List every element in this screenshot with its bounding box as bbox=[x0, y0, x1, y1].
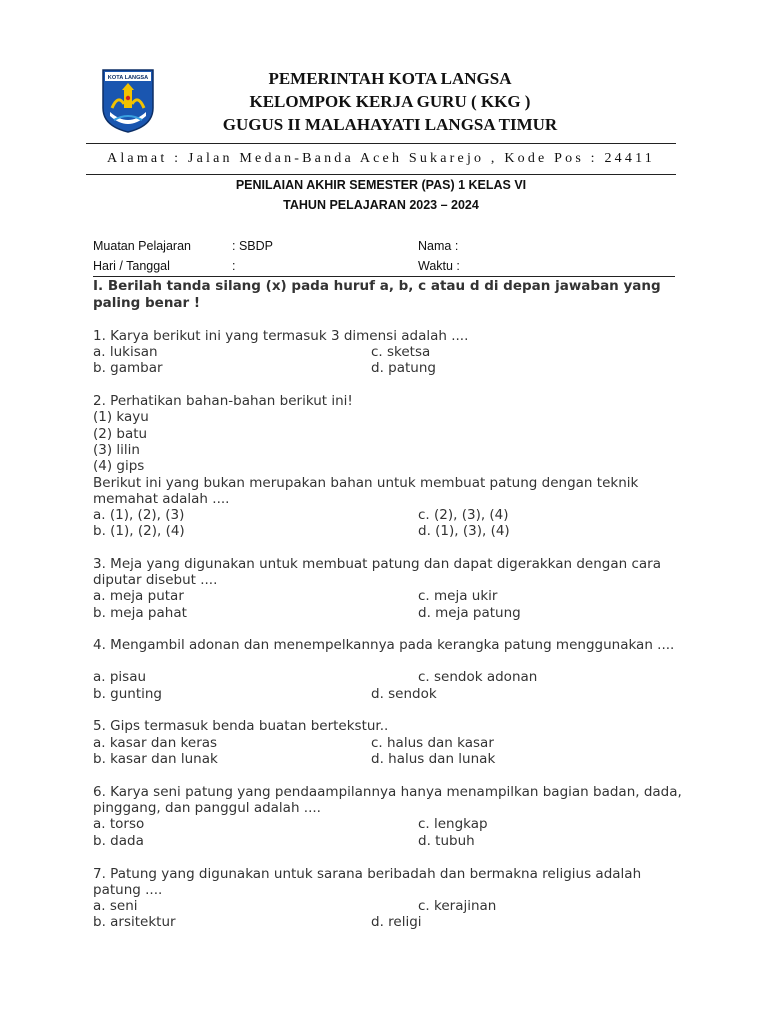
q3-option-b: b. meja pahat bbox=[93, 605, 187, 621]
time-label: Waktu : bbox=[418, 259, 460, 273]
q2-item-3: (3) lilin bbox=[93, 442, 140, 458]
q7-option-d: d. religi bbox=[371, 914, 422, 930]
q2-option-c: c. (2), (3), (4) bbox=[418, 507, 509, 523]
q1-option-a: a. lukisan bbox=[93, 344, 158, 360]
info-rule bbox=[93, 276, 675, 277]
logo-text: KOTA LANGSA bbox=[107, 75, 149, 81]
question-5: 5. Gips termasuk benda buatan bertekstur.. bbox=[93, 718, 389, 734]
q5-option-c: c. halus dan kasar bbox=[371, 735, 494, 751]
q4-option-b: b. gunting bbox=[93, 686, 163, 702]
q7-option-c: c. kerajinan bbox=[418, 898, 497, 914]
subject-value: : SBDP bbox=[232, 239, 273, 253]
subject-label: Muatan Pelajaran bbox=[93, 239, 191, 253]
q3-option-d: d. meja patung bbox=[418, 605, 521, 621]
q6-option-c: c. lengkap bbox=[418, 816, 488, 832]
q2-item-4: (4) gips bbox=[93, 458, 145, 474]
question-7: 7. Patung yang digunakan untuk sarana beribadah dan bermakna religius adalah patung .... bbox=[93, 866, 642, 899]
question-2-intro: 2. Perhatikan bahan-bahan berikut ini! bbox=[93, 393, 353, 409]
q2-item-2: (2) batu bbox=[93, 426, 148, 442]
header-rule-top bbox=[86, 143, 676, 144]
q5-option-b: b. kasar dan lunak bbox=[93, 751, 218, 767]
day-date-value: : bbox=[232, 259, 236, 273]
q4-option-a: a. pisau bbox=[93, 669, 147, 685]
q6-option-a: a. torso bbox=[93, 816, 145, 832]
q5-option-a: a. kasar dan keras bbox=[93, 735, 218, 751]
q3-option-c: c. meja ukir bbox=[418, 588, 498, 604]
q7-option-b: b. arsitektur bbox=[93, 914, 176, 930]
question-2: Berikut ini yang bukan merupakan bahan untuk membuat patung dengan teknik memahat adalah .... bbox=[93, 475, 639, 508]
kota-langsa-logo bbox=[100, 68, 156, 134]
q7-option-a: a. seni bbox=[93, 898, 138, 914]
letterhead-line-1: PEMERINTAH KOTA LANGSA bbox=[268, 69, 512, 88]
q2-option-a: a. (1), (2), (3) bbox=[93, 507, 185, 523]
letterhead-line-3: GUGUS II MALAHAYATI LANGSA TIMUR bbox=[222, 115, 558, 134]
question-4: 4. Mengambil adonan dan menempelkannya pada kerangka patung menggunakan .... bbox=[93, 637, 675, 653]
q4-option-d: d. sendok bbox=[371, 686, 437, 702]
q1-option-d: d. patung bbox=[371, 360, 436, 376]
q1-option-c: c. sketsa bbox=[371, 344, 431, 360]
exam-title: PENILAIAN AKHIR SEMESTER (PAS) 1 KELAS VI bbox=[235, 178, 527, 192]
q2-option-d: d. (1), (3), (4) bbox=[418, 523, 510, 539]
q6-option-b: b. dada bbox=[93, 833, 144, 849]
letterhead-line-2: KELOMPOK KERJA GURU ( KKG ) bbox=[249, 92, 531, 111]
day-date-label: Hari / Tanggal bbox=[93, 259, 170, 273]
question-3: 3. Meja yang digunakan untuk membuat patung dan dapat digerakkan dengan cara diputar disebut .... bbox=[93, 556, 661, 589]
header-rule-bottom bbox=[86, 174, 676, 175]
q2-item-1: (1) kayu bbox=[93, 409, 149, 425]
question-6: 6. Karya seni patung yang pendaampilannya hanya menampilkan bagian badan, dada, pinggang, dan panggul adalah .... bbox=[93, 784, 682, 817]
question-1: 1. Karya berikut ini yang termasuk 3 dimensi adalah .... bbox=[93, 328, 469, 344]
school-address: Alamat : Jalan Medan-Banda Aceh Sukarejo , Kode Pos : 24411 bbox=[107, 151, 655, 166]
q2-option-b: b. (1), (2), (4) bbox=[93, 523, 185, 539]
q1-option-b: b. gambar bbox=[93, 360, 163, 376]
q6-option-d: d. tubuh bbox=[418, 833, 475, 849]
q5-option-d: d. halus dan lunak bbox=[371, 751, 496, 767]
q4-option-c: c. sendok adonan bbox=[418, 669, 538, 685]
instructions: I. Berilah tanda silang (x) pada huruf a, b, c atau d di depan jawaban yang paling benar ! bbox=[93, 278, 661, 311]
name-label: Nama : bbox=[418, 239, 459, 253]
exam-year: TAHUN PELAJARAN 2023 – 2024 bbox=[283, 198, 479, 212]
q3-option-a: a. meja putar bbox=[93, 588, 184, 604]
